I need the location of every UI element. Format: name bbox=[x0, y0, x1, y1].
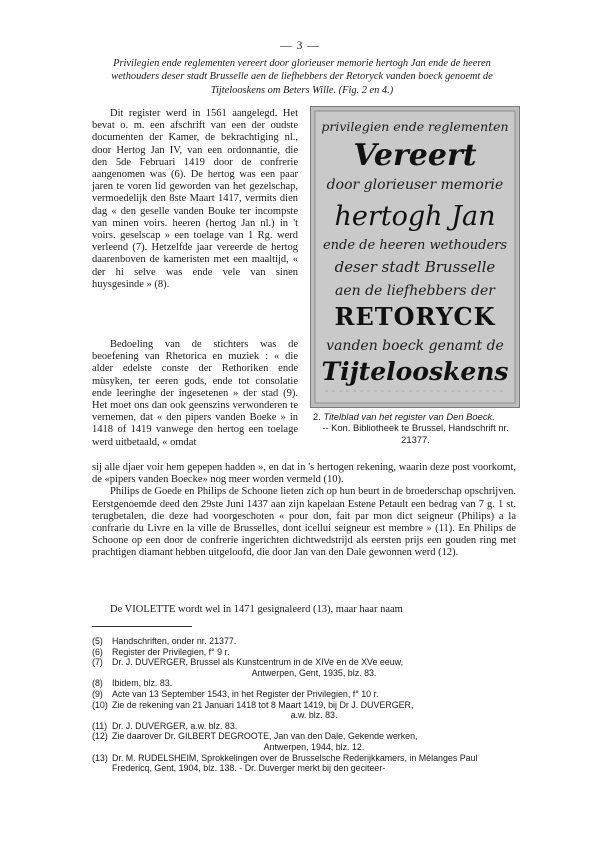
footnote-number: (12) bbox=[92, 731, 108, 742]
footnote-text: Handschriften, onder nr. 21377. bbox=[112, 636, 237, 646]
facsimile-line-3: door glorieuser memorie bbox=[326, 177, 504, 193]
footnote-number: (9) bbox=[92, 688, 103, 699]
footnote-text: Acte van 13 September 1543, in het Register der Privilegien, f° 10 r. bbox=[112, 688, 379, 699]
facsimile-line-4: hertogh Jan bbox=[334, 201, 496, 232]
caption-source: -- Kon. Bibliotheek te Brussel, Handschrift nr. 21377. bbox=[322, 422, 509, 445]
caption-number: 2. bbox=[313, 411, 321, 422]
manuscript-title-page-image bbox=[310, 106, 520, 408]
footnote-divider bbox=[92, 626, 192, 627]
facsimile-line-7: aen de liefhebbers der bbox=[335, 283, 495, 299]
facsimile-line-1: privilegien ende reglementen bbox=[321, 119, 509, 134]
paragraph-bedoeling: Bedoeling van de stichters was de beoefening van Rhetorica en muziek : « die alder edelste conste der Rethoriken ende mùsyken, ter eeren gods, ende tot consolatie ende leeringhe der ingesetenen » der stad (9). Het moet ons dan ook geenszins verwonderen te vernemen, dat « den pipers vanden Boeke » in 1418 of 1419 vanwege den hertog een toelage werd uitbetaald, « omdat bbox=[92, 339, 298, 448]
footnote-number: (8) bbox=[92, 678, 103, 689]
footnote-9 bbox=[92, 689, 516, 700]
facsimile-line-2: Vereert bbox=[353, 138, 477, 173]
paragraph-violette: De VIOLETTE wordt wel in 1471 gesignaleerd (13), maar haar naam bbox=[110, 604, 403, 615]
footnote-text: Dr. J. DUVERGER, a.w. blz. 83. bbox=[112, 720, 238, 731]
footnote-text: Ibidem, blz. 83. bbox=[112, 678, 173, 689]
footnote-5 bbox=[92, 636, 516, 647]
footnote-number: (6) bbox=[92, 646, 103, 657]
footnote-6 bbox=[92, 647, 516, 658]
footnote-11 bbox=[92, 721, 516, 732]
manuscript-facsimile-svg bbox=[311, 107, 519, 407]
full-width-text bbox=[92, 462, 516, 560]
footnote-8 bbox=[92, 678, 516, 689]
paragraph-continuation: sij alle djaer voir hem gepepen hadden », en dat in 's hertogen rekening, waarin deze post voorkomt, de «pipers vanden Boecke» nog meer worden vermeld (10). bbox=[92, 462, 516, 486]
footnote-number: (7) bbox=[92, 657, 103, 668]
footnote-13 bbox=[92, 753, 516, 774]
footnote-text: Dr. J. DUVERGER, Brussel als Kunstcentrum in de XIVe en de XVe eeuw, Antwerpen, Gent, 1935, blz. 83. bbox=[112, 657, 404, 678]
footnote-number: (5) bbox=[92, 636, 103, 646]
body-column-paragraph-1 bbox=[92, 108, 298, 291]
footnote-number: (10) bbox=[92, 699, 108, 710]
paragraph-register: Dit register werd in 1561 aangelegd. Het bevat o. m. een afschrift van een der oudste documenten der Kamer, de bekrachtiging nl., door Hertog Jan IV, van een ordonnantie, die den 5de Februari 1419 door de confrerie aangenomen was (6). De hertog was een paar jaren te voren lid geworden van het gezelschap, vermoedelijk den 8ste Maart 1417, vermits dien dag « den geselle vanden Bouke ter incompste van minen voirs. heeren (hertog Jan nl.) in 't voirs. geselscap » een toelage van 1 Rg. werd verleend (7). Hetzelfde jaar vereerde de hertog daarenboven de kameristen met een maaltijd, « der hi selve was ende vele van sinen huysgesinde » (8). bbox=[92, 108, 298, 290]
footnote-text: Dr. M. RUDELSHEIM, Sprokkelingen over de Brusselsche Rederijkkamers, in Mélanges Paul Fredericq, Gent, 1904, blz. 138. - Dr. Duverger merkt bij den geciteer- bbox=[112, 752, 478, 774]
body-column-paragraph-2 bbox=[92, 339, 298, 449]
full-width-text-last bbox=[92, 604, 516, 616]
caption-title: Titelblad van het register van Den Boeck. bbox=[323, 411, 495, 422]
footnote-number: (13) bbox=[92, 752, 108, 763]
facsimile-line-5: ende de heeren wethouders bbox=[322, 238, 508, 253]
page-title: Privilegien ende reglementen vereert door glorieuser memorie hertogh Jan ende de heeren wethouders deser stadt Brusselle aen de liefhebbers der Retoryck vanden boeck genoemt de Tijtelooskens om Beters Wille. (Fig. 2 en 4.) bbox=[111, 58, 493, 96]
footnote-12 bbox=[92, 731, 516, 752]
figure-caption bbox=[313, 411, 518, 445]
footnote-text: Register der Privilegien, f° 9 r. bbox=[112, 646, 230, 657]
footnote-7 bbox=[92, 657, 516, 678]
facsimile-line-9: vanden boeck genamt de bbox=[326, 338, 504, 354]
paragraph-philips: Philips de Goede en Philips de Schoone lieten zich op hun beurt in de broederschap opschrijven. Eerstgenoemde deed den 29ste Juni 1437 aan zijn kapelaan Estene Petault een bedrag van 7 g. 1 st. terugbetalen, die deze had voorgeschoten « pour don, fait par mon dict seigneur (Philips) a la confrarie du Livre en la ville de Brusselles, dont icellui seigneur est membre » (11). En Philips de Schoone op een door de confrerie ingerichten dichtwedstrijd als eersten prijs een gouden ring met prachtigen diamant hebben uitgeloofd, die door Jan van den Dale gewonnen werd (12). bbox=[92, 486, 516, 559]
page-number: — 3 — bbox=[280, 40, 320, 52]
footnote-text: Zie daarover Dr. GILBERT DEGROOTE, Jan van den Dale, Gekende werken, Antwerpen, 1944, blz. 12. bbox=[112, 731, 418, 752]
facsimile-line-8: RETORYCK bbox=[334, 302, 496, 331]
footnote-number: (11) bbox=[92, 720, 108, 731]
footnotes bbox=[92, 636, 516, 774]
footnote-10 bbox=[92, 700, 516, 721]
facsimile-line-6: deser stadt Brusselle bbox=[334, 258, 496, 276]
facsimile-line-10: Tijtelooskens bbox=[321, 357, 509, 386]
footnote-text: Zie de rekening van 21 Januari 1418 tot 8 Maart 1419, bij Dr J. DUVERGER, a.w. blz. 83. bbox=[112, 699, 414, 721]
